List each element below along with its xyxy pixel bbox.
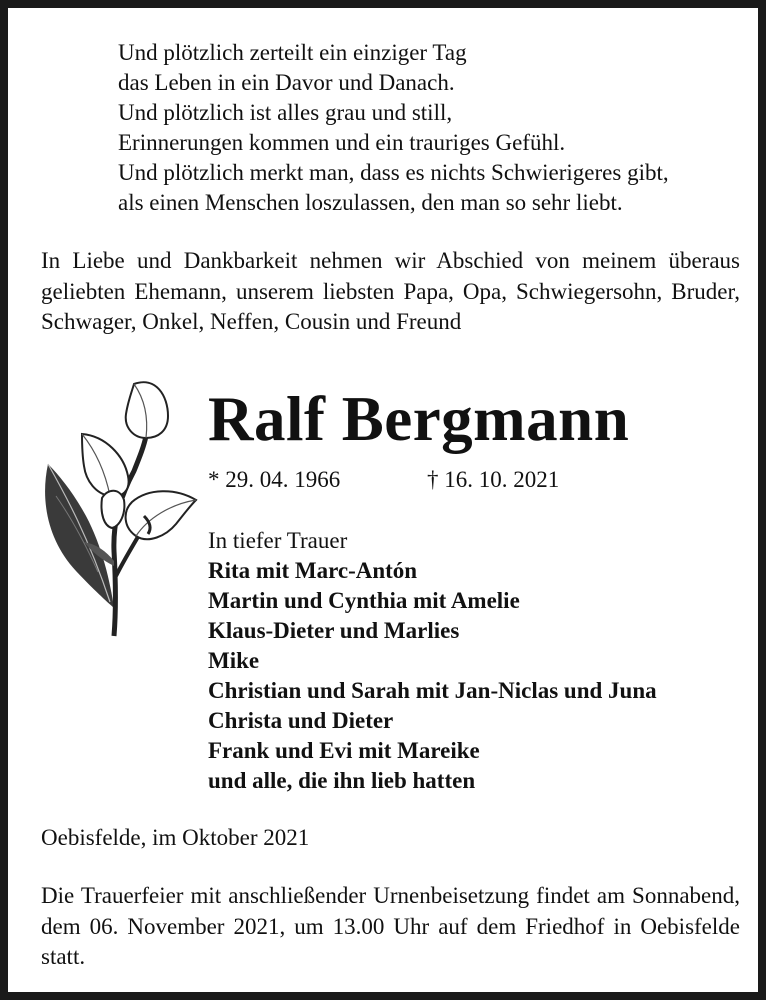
poem-line: das Leben in ein Davor und Danach. — [118, 70, 455, 95]
poem-line: Erinnerungen kommen und ein trauriges Gefühl. — [118, 130, 566, 155]
death-date: † 16. 10. 2021 — [427, 467, 560, 492]
deceased-name: Ralf Bergmann — [208, 384, 630, 454]
poem-line: als einen Menschen loszulassen, den man so sehr liebt. — [118, 190, 623, 215]
mourner: Christian und Sarah mit Jan-Niclas und Juna — [208, 678, 657, 703]
calla-lily-icon — [36, 376, 201, 641]
mourners-list — [208, 526, 657, 796]
mourner: Mike — [208, 648, 260, 673]
poem-line: Und plötzlich ist alles grau und still, — [118, 100, 453, 125]
farewell-text: In Liebe und Dankbarkeit nehmen wir Abschied von meinem überaus geliebten Ehemann, unserem liebsten Papa, Opa, Schwiegersohn, Bruder, Schwager, Onkel, Neffen, Cousin und Freund — [41, 248, 740, 334]
poem-line: Und plötzlich merkt man, dass es nichts Schwierigeres gibt, — [118, 160, 669, 185]
life-dates — [208, 466, 560, 494]
place-date: Oebisfelde, im Oktober 2021 — [41, 825, 310, 850]
mourner: und alle, die ihn lieb hatten — [208, 768, 476, 793]
mourner: Klaus-Dieter und Marlies — [208, 618, 460, 643]
mourning-lead: In tiefer Trauer — [208, 528, 348, 553]
mourner: Martin und Cynthia mit Amelie — [208, 588, 520, 613]
mourner: Rita mit Marc-Antón — [208, 558, 418, 583]
mourner: Frank und Evi mit Mareike — [208, 738, 480, 763]
mourner: Christa und Dieter — [208, 708, 394, 733]
birth-date: * 29. 04. 1966 — [208, 467, 341, 492]
service-info: Die Trauerfeier mit anschließender Urnenbeisetzung findet am Sonnabend, dem 06. November 2021, um 13.00 Uhr auf dem Friedhof in Oebisfelde statt. — [41, 883, 740, 969]
poem-line: Und plötzlich zerteilt ein einziger Tag — [118, 40, 467, 65]
poem — [118, 38, 669, 218]
